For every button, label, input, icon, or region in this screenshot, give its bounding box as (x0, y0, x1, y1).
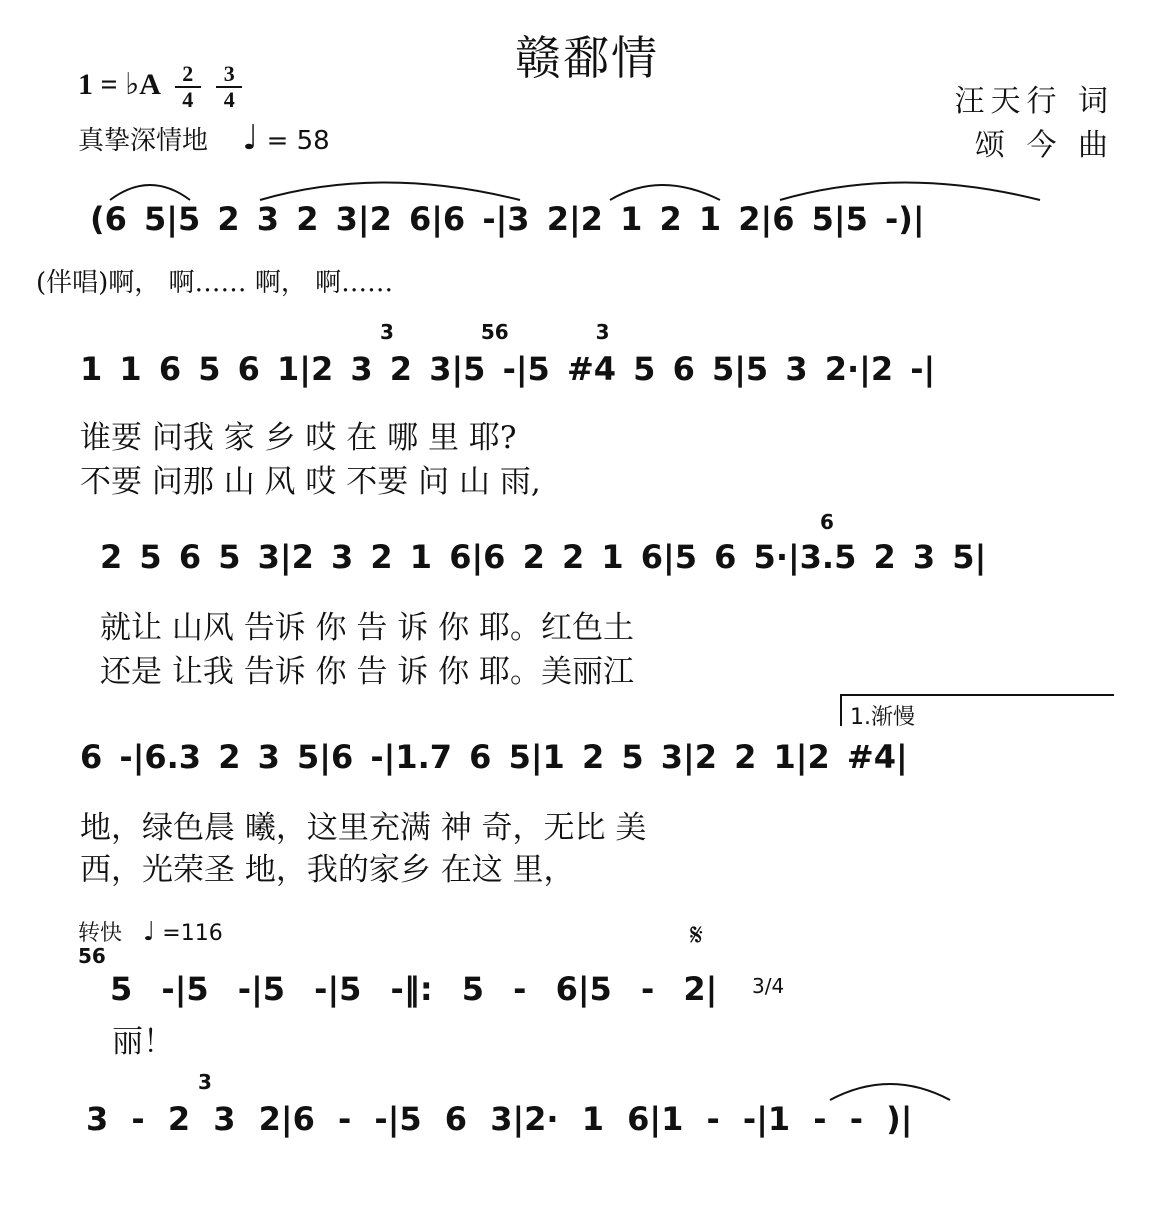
lyric-line-2b: 不要 问那 山 风 哎 不要 问 山 雨, (80, 464, 541, 500)
lyric-line-1: (伴唱)啊， 啊…… 啊， 啊…… (36, 268, 394, 298)
time-signature-3-4: 3/4 (752, 974, 785, 998)
lyric-line-2a: 谁要 问我 家 乡 哎 在 哪 里 耶? (80, 420, 517, 456)
slur (110, 185, 190, 200)
slur (830, 1084, 950, 1100)
lyric-line-5: 丽！ (112, 1024, 174, 1060)
song-title: 赣鄱情 (515, 31, 659, 85)
slur (260, 183, 520, 201)
grace-notes-5: 56 (78, 944, 106, 968)
time-signature-2: $\frac{3}{4}$ (216, 62, 242, 112)
slur (780, 183, 1040, 201)
notes-line-4: 6 -|6.3 2 3 5|6 -|1.7 6 5|1 2 5 3|2 2 1|2 #4| (80, 738, 908, 776)
composer: 颂 今 曲 (974, 128, 1114, 163)
slur (610, 185, 720, 200)
expression-text: 真挚深情地 (78, 126, 209, 156)
grace-notes-3: 6 (820, 510, 834, 534)
key-label: 1 = ♭A (78, 67, 160, 101)
quarter-note-icon: ♩ (143, 917, 156, 947)
key-signature (78, 62, 242, 112)
tempo-change-value: =116 (162, 921, 223, 946)
lyric-line-4a: 地，绿色晨 曦，这里充满 神 奇，无比 美 (80, 810, 647, 846)
lyric-line-3b: 还是 让我 告诉 你 告 诉 你 耶。美丽江 (100, 654, 634, 690)
triplet-mark: 3 (198, 1070, 212, 1094)
lyric-line-3a: 就让 山风 告诉 你 告 诉 你 耶。红色土 (100, 610, 634, 646)
volta-label: 1.渐慢 (850, 705, 915, 730)
notes-line-2: 1 1 6 5 6 1|2 3 2 3|5 -|5 #4 5 6 5|5 3 2·|2 -| (80, 350, 936, 388)
lyric-line-4b: 西，光荣圣 地，我的家乡 在这 里， (80, 852, 575, 888)
segno-icon: 𝄋 (690, 918, 703, 953)
tempo-change-label: 转快 (78, 921, 123, 946)
lyricist: 汪天行 词 (954, 84, 1114, 119)
notes-line-1: (6 5|5 2 3 2 3|2 6|6 -|3 2|2 1 2 1 2|6 5|5 -)| (90, 200, 925, 238)
tempo-value: = 58 (266, 126, 330, 156)
quarter-note-icon: ♩ (242, 118, 259, 158)
grace-notes-2: 3 56 3 (380, 320, 610, 344)
tempo-change (78, 916, 223, 947)
time-signature-1: $\frac{2}{4}$ (175, 62, 201, 112)
notes-line-6: 3 - 2 3 2|6 - -|5 6 3|2· 1 6|1 - -|1 - - )| (86, 1100, 913, 1138)
notes-line-3: 2 5 6 5 3|2 3 2 1 6|6 2 2 1 6|5 6 5·|3.5 2 3 5| (100, 538, 987, 576)
tempo-marking (78, 118, 330, 158)
notes-line-5: 5 -|5 -|5 -|5 -‖: 5 - 6|5 - 2| (110, 970, 718, 1008)
